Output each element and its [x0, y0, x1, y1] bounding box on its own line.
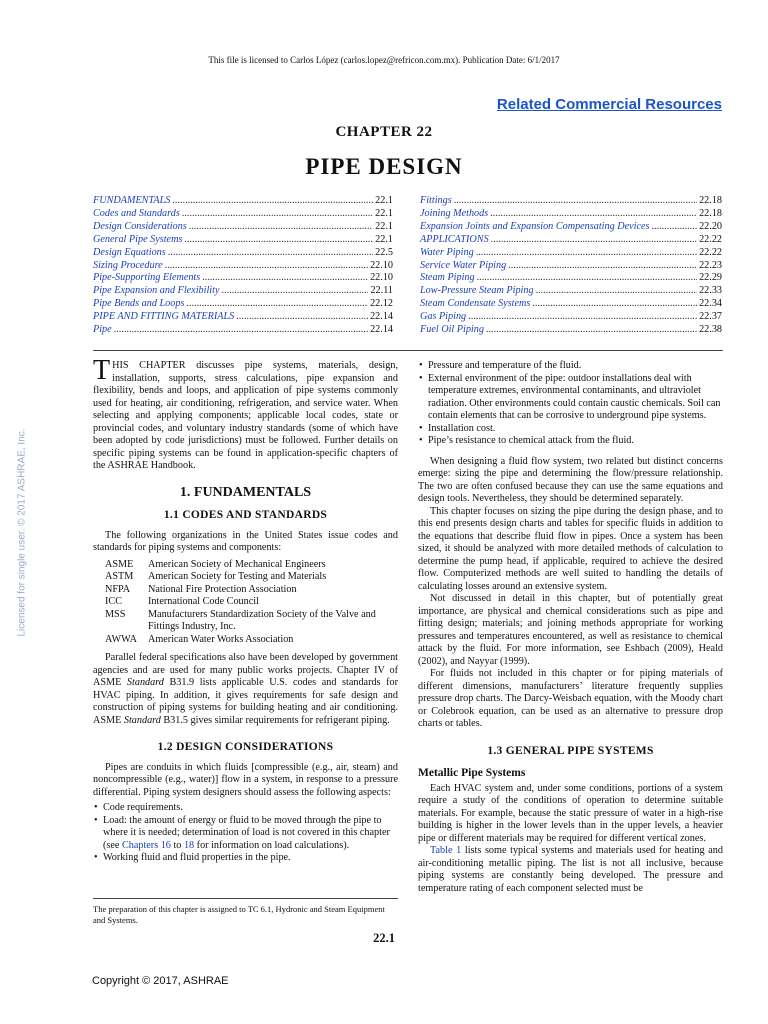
toc-entry-label[interactable]: PIPE AND FITTING MATERIALS: [93, 311, 235, 323]
paragraph: When designing a fluid flow system, two related but distinct concerns emerge: sizing the pipe and determining the flow/pressure relationship. The two are often confused because they can use the same equations and design tools. Nevertheless, they should be determined separately.: [418, 455, 723, 504]
toc-entry[interactable]: [420, 208, 722, 221]
list-item: [93, 815, 398, 853]
chapter-number: CHAPTER 22: [335, 124, 433, 140]
toc-leader-dots: [651, 221, 697, 234]
list-item: • Pressure and temperature of the fluid.: [418, 360, 723, 373]
toc-leader-dots: [490, 208, 697, 221]
toc-leader-dots: [477, 272, 697, 285]
paragraph: Not discussed in detail in this chapter, but of potentially great importance, are physical and chemical considerations such as pipe and fitting design; materials; and joining methods appropriate for working pressures and temperatures encountered, as well as resistance to chemical attack by the fluid. For more information, see Eshbach (2009), Heald (2002), and Nayyar (1999).: [418, 593, 723, 667]
chapter-title: PIPE DESIGN: [305, 154, 463, 179]
toc-entry[interactable]: [93, 324, 393, 337]
heading-metallic-pipe-systems: Metallic Pipe Systems: [418, 767, 526, 779]
toc-leader-dots: [236, 311, 368, 324]
toc-entry-label[interactable]: Steam Piping: [420, 272, 475, 284]
toc-entry-label[interactable]: Steam Condensate Systems: [420, 298, 531, 310]
toc-entry-page: 22.37: [699, 311, 722, 323]
vertical-license-watermark: [12, 385, 32, 635]
toc-entry-page: 22.10: [370, 259, 393, 271]
toc-leader-dots: [202, 272, 368, 285]
toc-leader-dots: [114, 324, 368, 337]
footnote: The preparation of this chapter is assigned to TC 6.1, Hydronic and Steam Equipment and Systems.: [93, 904, 385, 925]
toc-entry[interactable]: [420, 298, 722, 311]
org-name: Manufacturers Standardization Society of the Valve and Fittings Industry, Inc.: [148, 608, 376, 632]
toc-entry-page: 22.10: [370, 272, 393, 284]
toc-entry-label[interactable]: General Pipe Systems: [93, 233, 183, 245]
toc-entry[interactable]: [93, 298, 393, 311]
heading-design-considerations: 1.2 DESIGN CONSIDERATIONS: [157, 741, 334, 753]
toc-leader-dots: [476, 247, 697, 260]
toc-entry[interactable]: [93, 221, 393, 234]
footnote-rule: [93, 898, 398, 899]
list-item: • External environment of the pipe: outdoor installations deal with temperature extremes, environmental contaminants, and ultraviolet radiation. Other environments could contain caustic chemicals. Soil can contain elements that can be corrosive to underground pipe systems.: [418, 373, 723, 423]
toc-entry-label[interactable]: Codes and Standards: [93, 207, 180, 219]
parallel-specs-paragraph: [93, 652, 398, 727]
toc-entry-page: 22.22: [699, 246, 722, 258]
chapter-18-link[interactable]: 18: [183, 839, 195, 851]
toc-entry-page: 22.38: [699, 324, 722, 336]
org-abbr: MSS: [105, 608, 126, 620]
toc-entry-page: 22.12: [370, 298, 393, 310]
toc-entry-page: 22.1: [375, 220, 393, 232]
org-item: [105, 609, 398, 634]
text-run-italic: Standard: [126, 677, 164, 688]
org-item: [105, 571, 398, 584]
org-name: American Society of Mechanical Engineers: [148, 558, 326, 570]
toc-entry[interactable]: [93, 285, 393, 298]
toc-right-column: [420, 195, 722, 337]
text-run: Load: the amount of energy or fluid to be moved through the pipe to where it is needed; determination of load is not covered in this chapter (see: [103, 814, 390, 851]
toc-entry-label[interactable]: Pipe: [93, 324, 112, 336]
aspects-list-continued: [418, 360, 723, 448]
toc-entry[interactable]: [93, 272, 393, 285]
text-run-italic: Standard: [123, 714, 161, 726]
toc-entry-page: 22.5: [375, 246, 393, 258]
paragraph: [418, 845, 723, 895]
toc-leader-dots: [508, 260, 697, 273]
page-number: 22.1: [373, 931, 395, 945]
toc-entry-label[interactable]: Pipe Bends and Loops: [93, 298, 185, 310]
org-name: National Fire Protection Association: [148, 583, 297, 595]
toc-leader-dots: [454, 195, 697, 208]
license-notice: This file is licensed to Carlos López (carlos.lopez@refricon.com.mx). Publication Date: 6/1/2017: [208, 55, 560, 65]
toc-leader-dots: [165, 260, 368, 273]
toc-entry[interactable]: [420, 311, 722, 324]
toc-entry-label[interactable]: Fuel Oil Piping: [420, 324, 484, 336]
table-1-link[interactable]: Table 1: [430, 845, 462, 856]
toc-entry[interactable]: [93, 247, 393, 260]
toc-entry[interactable]: [93, 234, 393, 247]
toc-entry-page: 22.20: [699, 220, 722, 232]
toc-entry-page: 22.22: [699, 233, 722, 245]
toc-entry-label[interactable]: Design Equations: [93, 246, 166, 258]
toc-entry-label[interactable]: Joining Methods: [420, 207, 489, 219]
toc-entry-page: 22.14: [370, 324, 393, 336]
toc-leader-dots: [184, 234, 373, 247]
toc-leader-dots: [172, 195, 373, 208]
paragraph: Each HVAC system and, under some conditions, portions of a system require a study of the conditions of operation to determine suitable materials. For example, because the static pressure of water in a high-rise building is higher in the lower levels than in the upper levels, a heavier pipe or different materials may be required for different vertical zones.: [418, 782, 723, 844]
toc-leader-dots: [186, 298, 368, 311]
intro-text: HIS CHAPTER discusses pipe systems, materials, design, installation, supports, stress calculations, pipe expansion and flexibility, bends and loops, and application of pipe systems commonly used for heating, air conditioning, refrigeration, and service water. When selecting and applying components; applicable local codes, state or provincial codes, and voluntary industry standards (some of which have been adopted by code jurisdictions) must be followed. Further details on specific piping systems can be found in application-specific chapters of the ASHRAE Handbook.: [93, 360, 398, 471]
toc-entry-label[interactable]: FUNDAMENTALS: [93, 195, 171, 206]
list-item: • Working fluid and fluid properties in the pipe.: [93, 852, 398, 865]
toc-entry-page: 22.33: [699, 285, 722, 297]
toc-entry-label[interactable]: Service Water Piping: [420, 259, 507, 271]
org-abbr: ASTM: [105, 571, 134, 582]
intro-paragraph: [93, 355, 398, 473]
toc-leader-dots: [182, 208, 373, 221]
copyright-notice: Copyright © 2017, ASHRAE: [92, 975, 229, 987]
org-item: [105, 559, 398, 572]
toc-entry[interactable]: [420, 247, 722, 260]
org-name: International Code Council: [148, 596, 259, 607]
toc-entry-page: 22.1: [375, 195, 393, 206]
text-run: to: [170, 839, 184, 851]
toc-entry-label[interactable]: Sizing Procedure: [93, 259, 163, 271]
design-aspects-list: [93, 802, 398, 865]
toc-entry-label[interactable]: Pipe Expansion and Flexibility: [93, 285, 220, 297]
toc-leader-dots: [536, 285, 698, 298]
toc-entry[interactable]: [420, 324, 722, 337]
vertical-license-text: Licensed for single user. © 2017 ASHRAE, Inc.: [16, 428, 28, 637]
text-run: B31.5 gives similar requirements for refrigerant piping.: [160, 714, 390, 726]
toc-entry[interactable]: [93, 260, 393, 273]
codes-intro: The following organizations in the United States issue codes and standards for piping systems and components:: [93, 529, 398, 553]
org-abbr: NFPA: [105, 583, 131, 595]
right-text-column: [418, 360, 723, 895]
toc-entry[interactable]: [93, 195, 393, 208]
toc-entry-page: 22.11: [370, 285, 393, 297]
toc-entry-page: 22.18: [699, 195, 722, 206]
toc-leader-dots: [221, 285, 368, 298]
org-item: [105, 584, 398, 597]
toc-entry-label[interactable]: Expansion Joints and Expansion Compensating Devices: [420, 220, 650, 232]
text-run: for information on load calculations).: [194, 839, 350, 851]
org-abbr: ICC: [105, 596, 122, 607]
toc-entry[interactable]: [420, 234, 722, 247]
org-abbr: ASME: [105, 558, 134, 570]
org-name: American Society for Testing and Materials: [148, 571, 327, 582]
toc-leader-dots: [189, 221, 373, 234]
toc-divider: [93, 350, 723, 351]
toc-entry-label[interactable]: Gas Piping: [420, 311, 467, 323]
paragraph: This chapter focuses on sizing the pipe during the design phase, and to this end presents design charts and tables for specific fluids in addition to the equations that describe fluid flow in pipes. Once a system has been sized, it should be analyzed with more detailed methods of calculation to determine the pump head, if applicable, required to achieve the desired flow. Computerized methods are well suited to handling the details of calculating losses around an extensive system.: [418, 505, 723, 592]
org-item: [105, 634, 398, 647]
list-item: • Code requirements.: [93, 802, 398, 815]
heading-general-pipe-systems: 1.3 GENERAL PIPE SYSTEMS: [487, 744, 654, 757]
toc-entry[interactable]: [420, 260, 722, 273]
toc-entry-page: 22.34: [699, 298, 722, 310]
org-item: [105, 596, 398, 609]
chapters-16-link[interactable]: Chapters 16: [121, 839, 171, 851]
text-run: Parallel federal specifications also have been developed by government agencies and are used for many public works projects. Chapter IV of ASME: [93, 652, 398, 688]
org-list: [93, 559, 398, 647]
paragraph: For fluids not included in this chapter or for piping materials of different dimensions, manufacturers’ literature frequently supplies pressure drop charts. The Darcy-Weisbach equation, with the Moody chart or Colebrook equation, can be used as an alternative to pressure drop charts or tables.: [418, 668, 723, 729]
toc-entry-page: 22.1: [375, 207, 393, 219]
toc-entry[interactable]: [420, 195, 722, 208]
toc-entry[interactable]: [93, 311, 393, 324]
toc-entry-label[interactable]: Pipe-Supporting Elements: [93, 272, 201, 284]
list-item: • Installation cost.: [418, 423, 723, 436]
related-resources-link[interactable]: Related Commercial Resources: [496, 96, 722, 113]
design-intro: Pipes are conduits in which fluids [compressible (e.g., air, steam) and noncompressible (e.g., water)] flow in a system, in response to a pressure differential. Piping system designers should assess the following aspects:: [93, 761, 398, 798]
toc-entry[interactable]: [93, 208, 393, 221]
toc-entry-label[interactable]: Fittings: [420, 195, 452, 206]
toc-entry[interactable]: [420, 221, 722, 234]
org-abbr: AWWA: [105, 633, 137, 645]
org-name: American Water Works Association: [148, 633, 294, 645]
toc-entry-page: 22.14: [370, 311, 393, 323]
drop-cap: T: [93, 355, 111, 386]
toc-entry-page: 22.18: [699, 207, 722, 219]
toc-leader-dots: [168, 247, 373, 260]
toc-leader-dots: [491, 234, 697, 247]
text-run: B31.9 lists applicable U.S. codes and standards for HVAC piping. In addition, it gives requirements for safe design and construction of piping systems for building heating and air conditioning. ASME: [93, 677, 399, 726]
toc-entry-label[interactable]: Design Considerations: [93, 220, 187, 232]
toc-leader-dots: [532, 298, 697, 311]
text-run: lists some typical systems and materials used for heating and air-conditioning metallic piping. The list is not all inclusive, because piping systems are constantly being developed. The pressure and temperature rating of each component selected must be: [418, 845, 723, 894]
toc-leader-dots: [486, 324, 697, 337]
toc-entry-page: 22.29: [699, 272, 722, 284]
heading-fundamentals: 1. FUNDAMENTALS: [179, 484, 312, 500]
heading-codes-standards: 1.1 CODES AND STANDARDS: [163, 509, 328, 521]
toc-entry[interactable]: [420, 285, 722, 298]
toc-entry-page: 22.1: [375, 233, 393, 245]
toc-entry-label[interactable]: Water Piping: [420, 246, 474, 258]
toc-left-column: [93, 195, 393, 337]
toc-entry-label[interactable]: APPLICATIONS: [420, 233, 489, 245]
left-text-column: [93, 355, 399, 868]
toc-leader-dots: [468, 311, 697, 324]
list-item: • Pipe’s resistance to chemical attack from the fluid.: [418, 435, 723, 448]
toc-entry[interactable]: [420, 272, 722, 285]
toc-entry-page: 22.23: [699, 259, 722, 271]
toc-entry-label[interactable]: Low-Pressure Steam Piping: [420, 285, 534, 297]
